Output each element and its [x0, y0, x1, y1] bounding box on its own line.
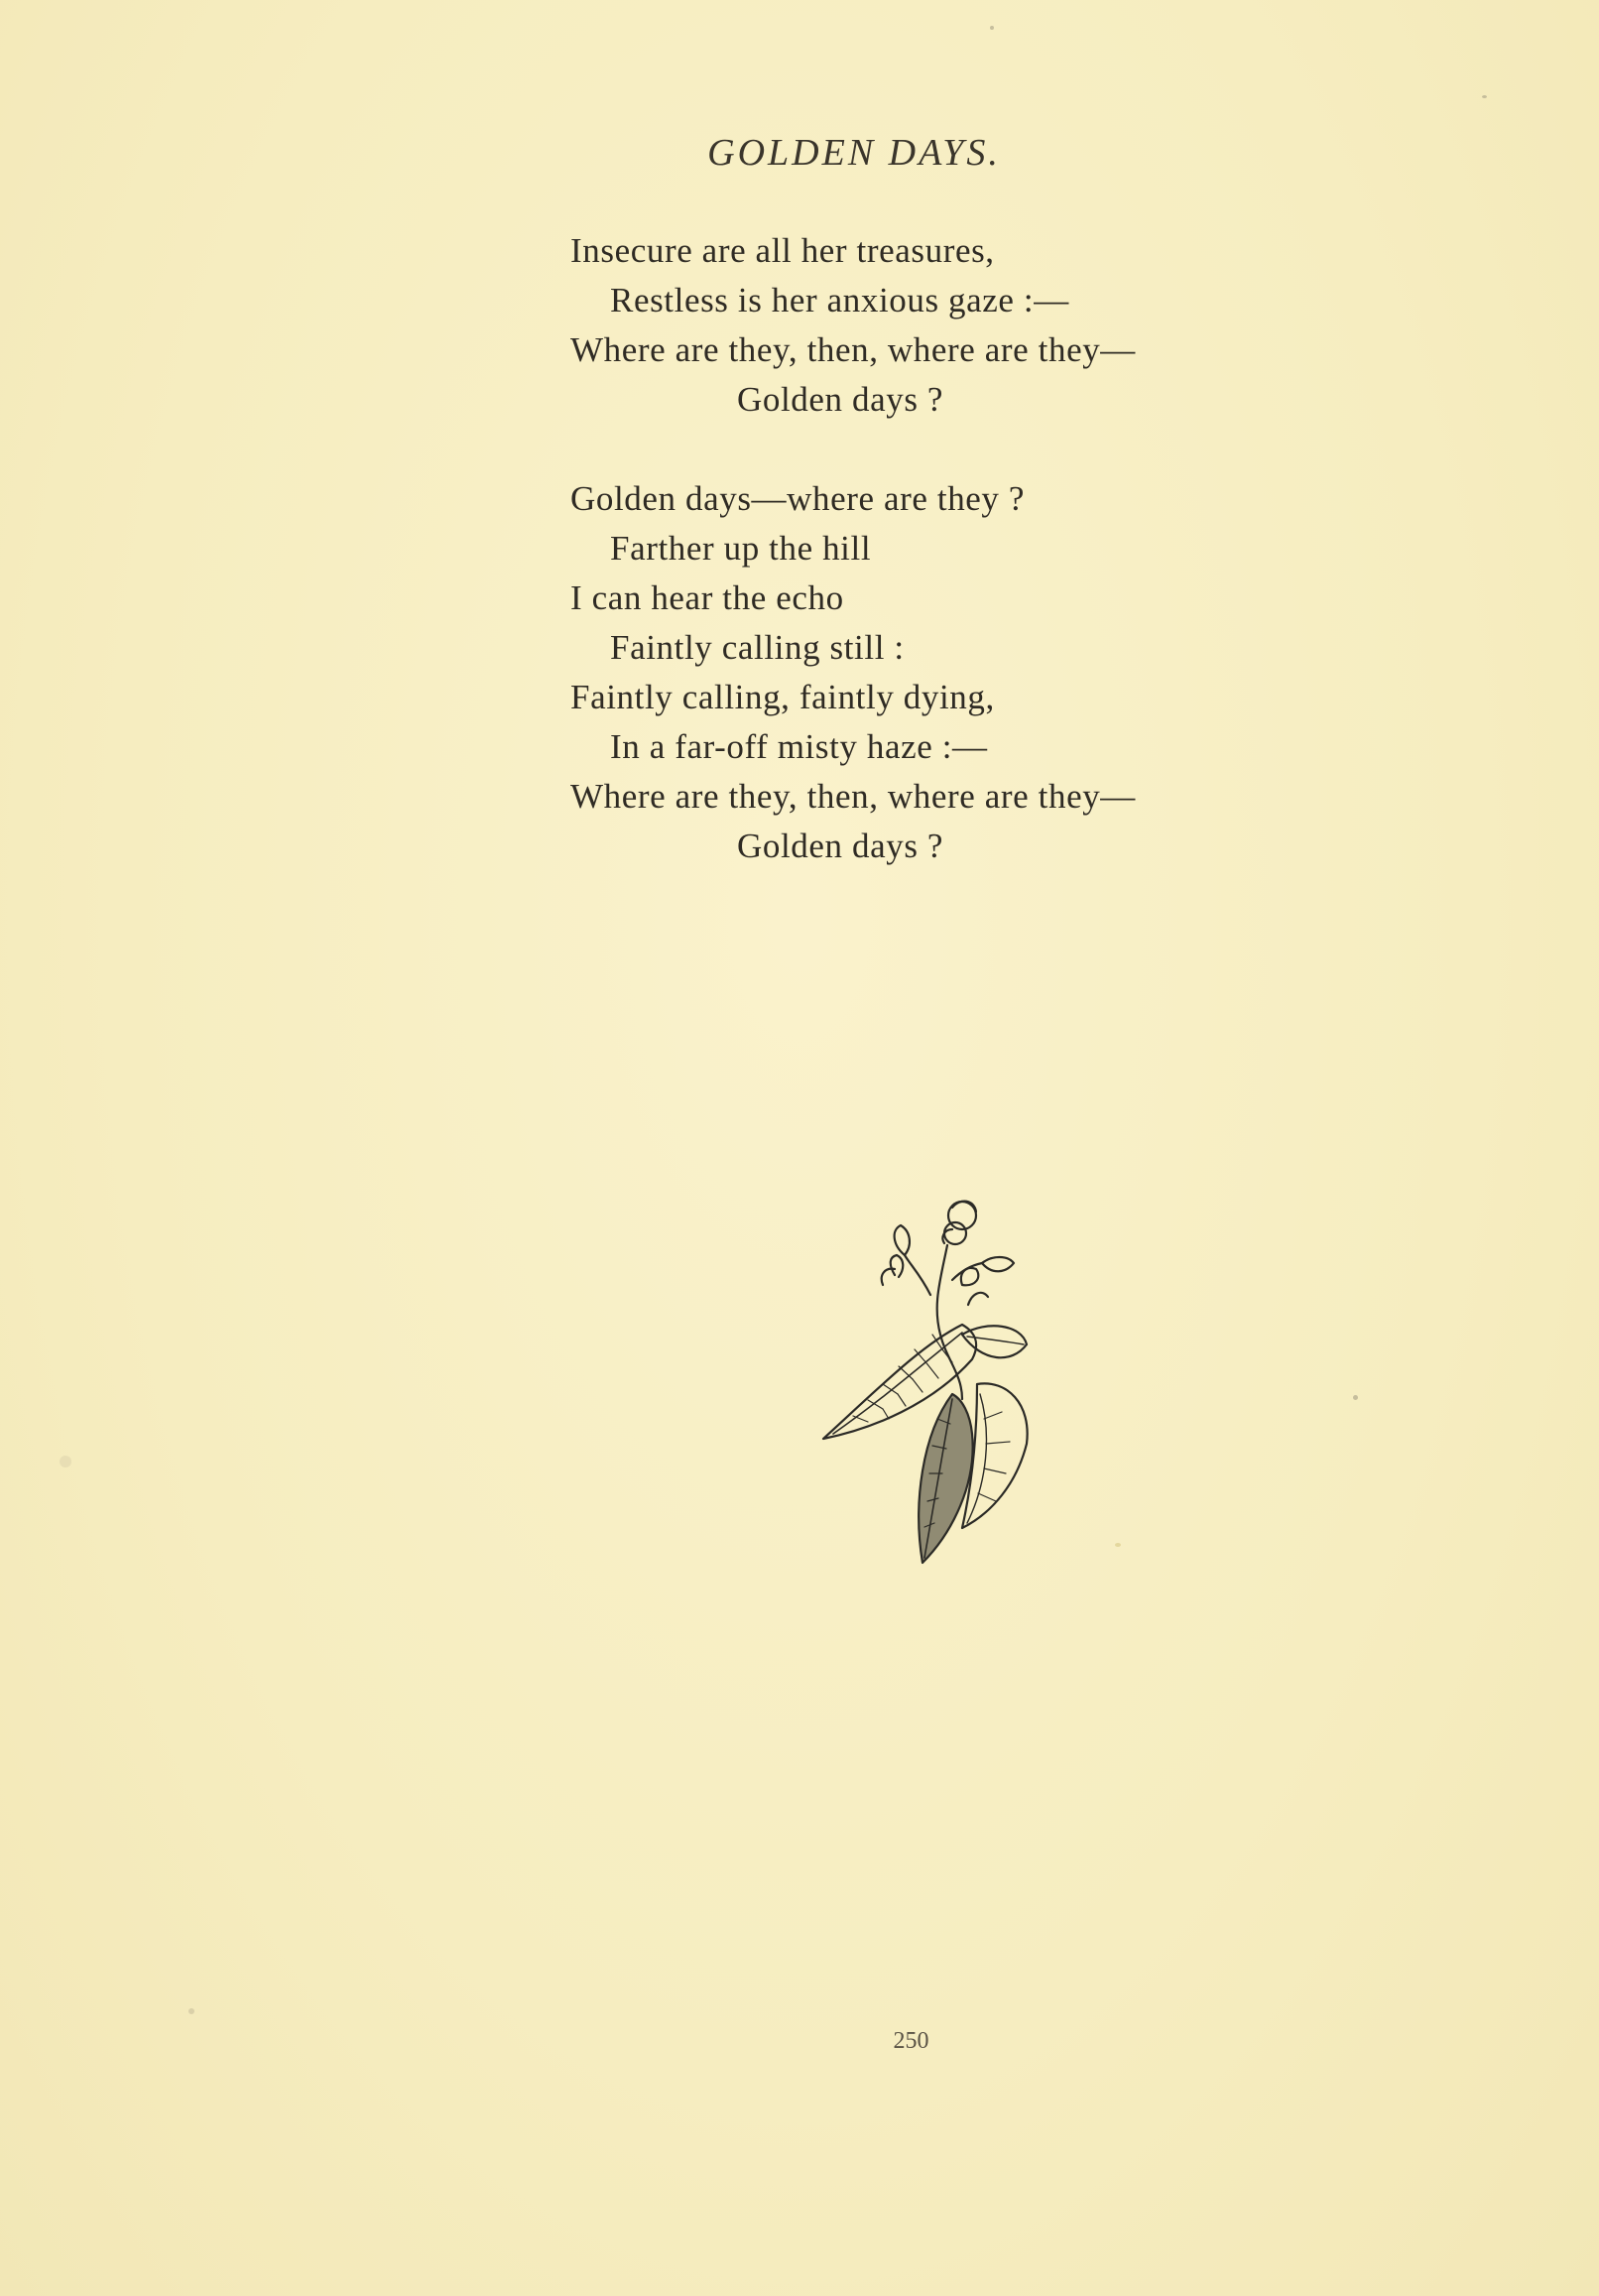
stanza: [570, 474, 1136, 871]
poem-line: Farther up the hill: [610, 529, 872, 568]
poem-line: Golden days ?: [737, 380, 944, 419]
stanza: [570, 226, 1136, 425]
poem: [570, 226, 1136, 921]
paper-speck: [1353, 1395, 1358, 1400]
running-head: GOLDEN DAYS.: [707, 132, 1001, 174]
paper-speck: [990, 26, 994, 30]
poem-line: Golden days—where are they ?: [570, 479, 1026, 518]
poem-line: Golden days ?: [737, 827, 944, 865]
poem-line: Insecure are all her treasures,: [570, 231, 995, 270]
paper-speck: [1482, 95, 1487, 98]
poem-line: Where are they, then, where are they—: [570, 330, 1136, 369]
paper-speck: [188, 2008, 194, 2014]
page-number: 250: [893, 2028, 929, 2054]
paper-speck: [60, 1456, 71, 1467]
poem-line: I can hear the echo: [570, 578, 844, 617]
poem-line: In a far-off misty haze :—: [610, 727, 988, 766]
poem-line: Restless is her anxious gaze :—: [610, 281, 1069, 319]
poem-line: Faintly calling, faintly dying,: [570, 678, 995, 716]
flower-sprig-icon: [813, 1186, 1051, 1568]
poem-line: Where are they, then, where are they—: [570, 777, 1136, 816]
paper-speck: [1115, 1543, 1121, 1547]
poem-line: Faintly calling still :: [610, 628, 905, 667]
